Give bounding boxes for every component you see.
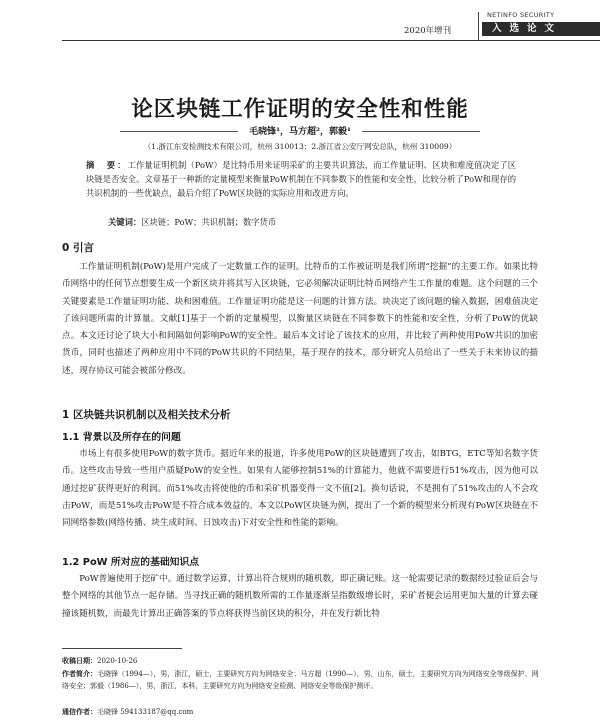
bio-text: 毛晓锋（1994—），男，浙江，硕士，主要研究方向为网络安全；马方超（1990—），男，山东，硕士，主要研究方向为网络安全等级保护、网络安全；郭毅（1986—），男，浙江，本科，主要研究方向为网络安全检测、网络安全等级保护测评。 xyxy=(62,670,539,690)
abstract-label: 摘 要： xyxy=(86,160,128,170)
header-divider xyxy=(478,12,479,40)
section-0-heading: 0 引言 xyxy=(62,242,94,254)
article-title: 论区块链工作证明的安全性和性能 xyxy=(131,97,469,122)
section-1-heading: 1 区块链共识机制以及相关技术分析 xyxy=(62,409,231,421)
received-date xyxy=(62,655,540,668)
contact-label: 通信作者： xyxy=(62,707,97,716)
abstract-text: 工作量证明机制（PoW）是比特币用来证明采矿的主要共识算法，而工作量证明、区块和难度值决定了区块链是否安全。文章基于一种新的定量模型来衡量PoW机制在不同参数下的性能和安全性，比较分析了PoW和现存的共识机制的一些优缺点，最后介绍了PoW区块链的实际应用和改进方向。 xyxy=(86,160,516,199)
author-bio xyxy=(62,668,540,692)
contact-text: 毛晓锋 594133187@qq.com xyxy=(97,708,194,716)
header-rule xyxy=(62,40,600,41)
keywords xyxy=(108,216,528,228)
section-1-1-paragraph: 市场上有很多使用PoW的数字货币。据近年来的报道，许多使用PoW的区块链遭到了攻击，如BTG，ETC等知名数字货币。这些攻击导致一些用户质疑PoW的安全性。如果有人能够控制51%的计算能力，他就不需要进行51%攻击，因为他可以通过挖矿获得更好的利润。而51%攻击将使他的币和采矿机器变得一文不值[2]。换句话说，不是拥有了51%攻击的人不会攻击PoW，而是51%攻击PoW是不符合成本效益的。本文以PoW区块链为例，提出了一个新的模型来分析现有PoW区块链在不同网络参数(网络传播、块生成时间、日蚀攻击)下对安全性和性能的影响。 xyxy=(62,449,538,529)
footnote-rule xyxy=(62,648,182,649)
section-0-paragraph: 工作量证明机制(PoW)是用户完成了一定数量工作的证明。比特币的工作被证明是我们所谓“挖掘”的主要工作。如果比特币网络中的任何节点想要生成一个新区块并将其写入区块链，它必须解决证明比特币网络产生工作量的难题。这个问题的三个关键要素是工作量证明功能、块和困难值。工作量证明功能是这一问题的计算方法。块决定了该问题的输入数据，困难值决定了该问题所需的计算量。文献[1]基于一个新的定量模型，以衡量区块链在不同参数下的性能和安全性，分析了PoW的优缺点。本文还讨论了块大小和间隔如何影响PoW的安全性。最后本文讨论了该技术的应用，并比较了两种使用PoW共识的加密货币，同时也描述了两种应用中不同的PoW共识的不同结果，基于现存的技术，部分研究人员给出了一些关于未来协议的描述，现存协议可能会被部分修改。 xyxy=(62,262,538,376)
keywords-text: 区块链；PoW；共识机制；数字货币 xyxy=(141,217,277,227)
keywords-label: 关键词： xyxy=(108,217,142,227)
abstract xyxy=(86,158,516,201)
section-1-2-paragraph: PoW普遍使用于挖矿中。通过数学运算，计算出符合规则的随机数，即正确记账。这一轮需要记录的数据经过验证后会与整个网络的其他节点一起存储。当寻找正确的随机数所需的工作量逐渐呈指数级增长时，采矿者便会运用更加大量的计算去碰撞该随机数，而最先计算出正确答案的节点将获得当前区块的积分，并在发行新比特 xyxy=(62,574,538,619)
authors xyxy=(120,124,480,137)
bio-label: 作者简介： xyxy=(62,669,97,678)
section-1-2-heading: 1.2 PoW 所对应的基础知识点 xyxy=(62,557,200,568)
issue-label: 2020年增刊 xyxy=(404,26,452,36)
authors-text: 毛晓锋¹，马方超²，郭毅¹ xyxy=(245,127,355,137)
section-label: 入选论文 xyxy=(482,22,600,36)
corresponding-author xyxy=(62,706,540,719)
journal-brand: NETINFO SECURITY xyxy=(487,11,555,19)
affiliation: （1.浙江东安检测技术有限公司，杭州 310013；2.浙江省公安厅网安总队，杭州 310009） xyxy=(143,142,457,151)
journal-header xyxy=(0,0,600,44)
authors-row xyxy=(120,124,480,138)
received-label: 收稿日期： xyxy=(62,656,97,665)
received-value: 2020-10-26 xyxy=(97,657,138,665)
section-1-1-heading: 1.1 背景以及所存在的问题 xyxy=(62,432,181,443)
